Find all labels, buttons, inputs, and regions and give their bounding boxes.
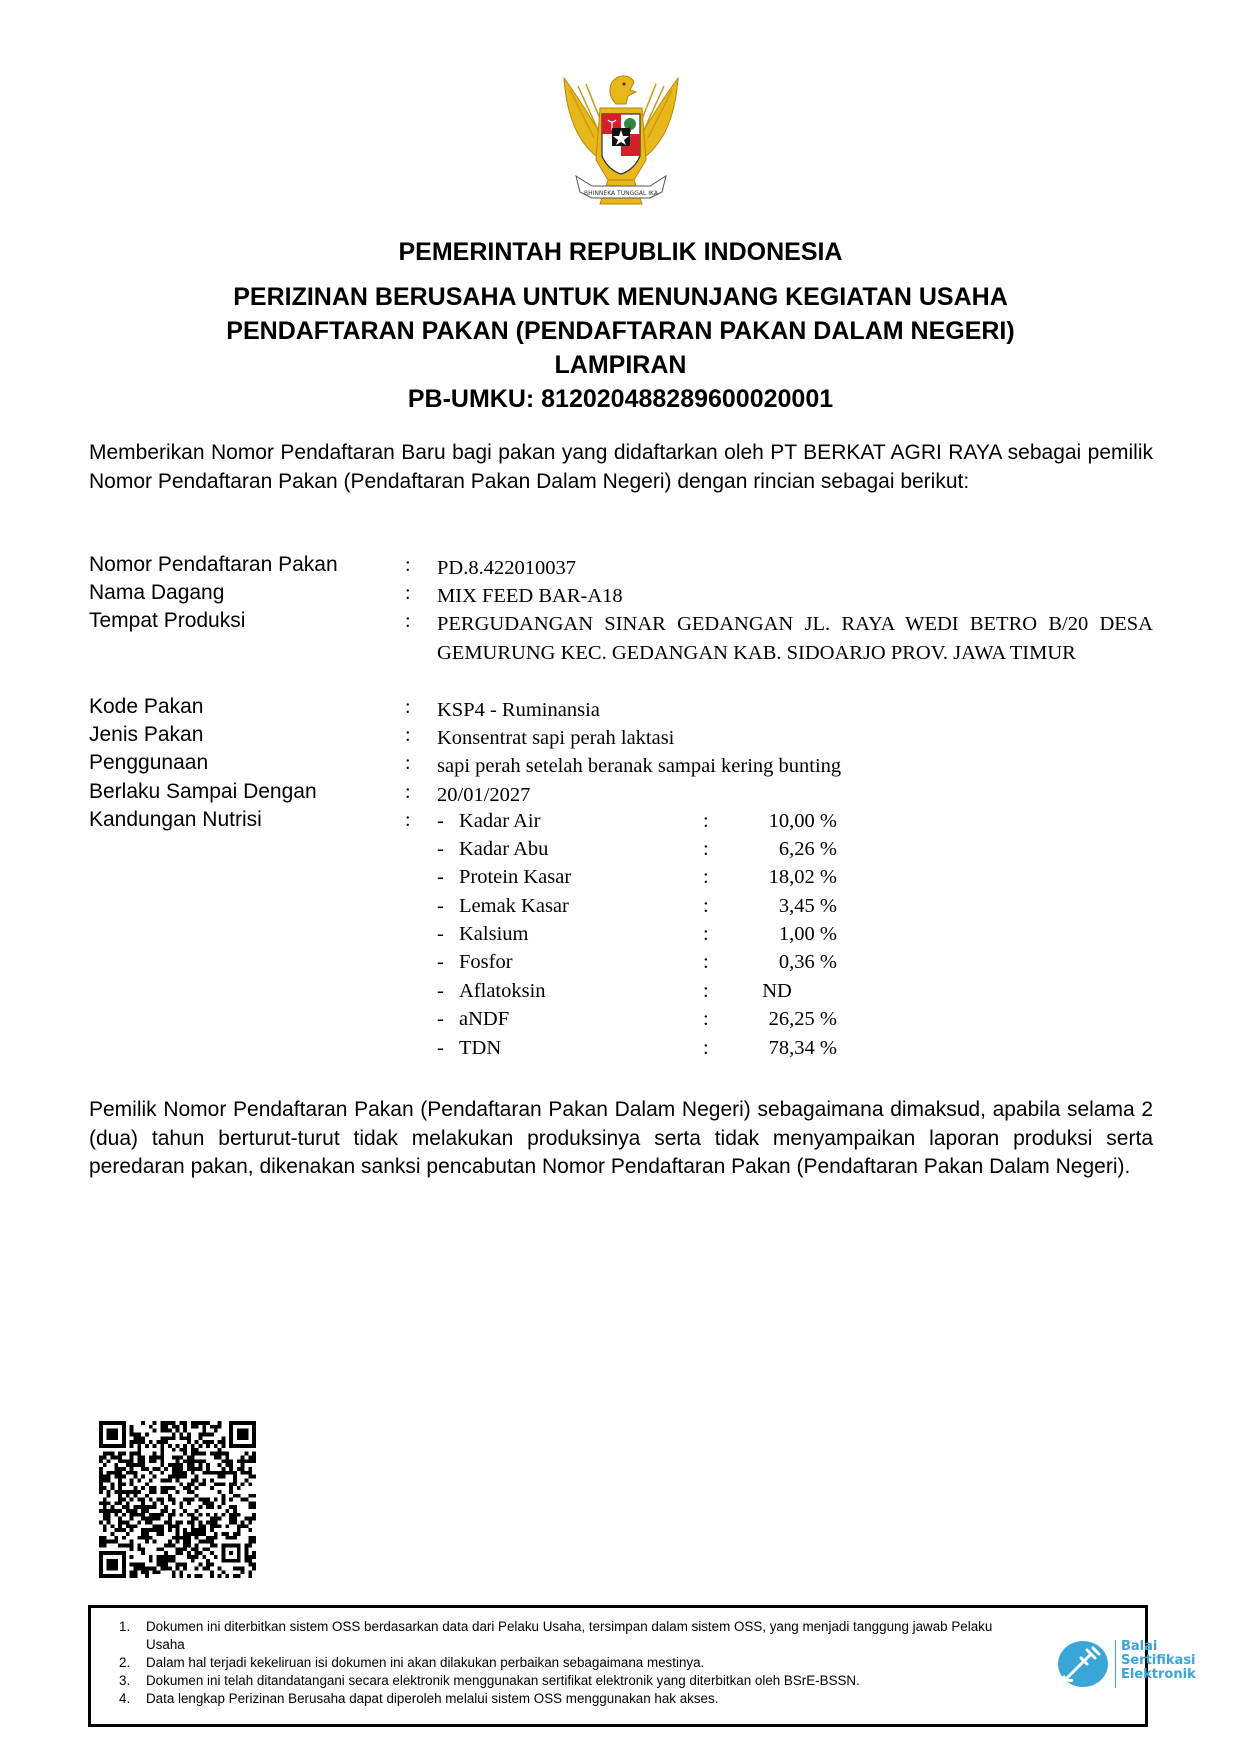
nutrient-row [437, 895, 837, 923]
detail-label: Kode Pakan [89, 695, 204, 718]
bsre-logo [1057, 1634, 1207, 1694]
nutrient-colon: : [703, 923, 709, 945]
nutrient-dash: - [437, 810, 444, 832]
nutrient-name: Kadar Air [459, 810, 541, 832]
nutrient-row [437, 951, 837, 979]
detail-colon: : [405, 610, 411, 632]
detail-label: Jenis Pakan [89, 723, 204, 746]
nutrient-value: 18,02 % [768, 866, 837, 888]
nutrient-dash: - [437, 980, 444, 1002]
detail-value: KSP4 - Ruminansia [437, 699, 600, 721]
nutrient-row [437, 1008, 837, 1036]
nutrient-name: TDN [459, 1037, 502, 1059]
nutrient-row [437, 810, 837, 838]
nutrient-dash: - [437, 951, 444, 973]
detail-label: Tempat Produksi [89, 609, 246, 632]
pb-umku-number: PB-UMKU: 812020488289600020001 [407, 385, 834, 413]
nutrient-name: Kadar Abu [459, 838, 549, 860]
detail-colon: : [405, 582, 411, 604]
nutrient-name: Lemak Kasar [459, 895, 569, 917]
detail-value: PD.8.422010037 [437, 557, 576, 579]
detail-value: PERGUDANGAN SINAR GEDANGAN JL. RAYA WEDI BETRO B/20 DESA GEMURUNG KEC. GEDANGAN KAB. SIDOARJO PROV. JAWA TIMUR [437, 613, 1153, 664]
nutrient-value: 78,34 % [768, 1037, 837, 1059]
nutrient-row [437, 980, 837, 1008]
detail-label: Nama Dagang [89, 581, 225, 604]
document-title-line1: PERIZINAN BERUSAHA UNTUK MENUNJANG KEGIATAN USAHA [233, 283, 1008, 311]
document-title-line3: LAMPIRAN [554, 351, 687, 379]
footer-note: 2. Dalam hal terjadi kekeliruan isi dokumen ini akan dilakukan perbaikan sebagaimana mestinya. [119, 1655, 705, 1670]
nutrient-colon: : [703, 951, 709, 973]
nutrient-row [437, 1037, 837, 1065]
nutrient-row [437, 923, 837, 951]
detail-label: Nomor Pendaftaran Pakan [89, 553, 338, 576]
closing-paragraph: Pemilik Nomor Pendaftaran Pakan (Pendaftaran Pakan Dalam Negeri) sebagaimana dimaksud, apabila selama 2 (dua) tahun berturut-turut tidak melakukan produksinya serta tidak menyampaikan laporan produksi serta peredaran pakan, dikenakan sanksi pencabutan Nomor Pendaftaran Pakan (Pendaftaran Pakan Dalam Negeri). [89, 1098, 1153, 1178]
nutrient-dash: - [437, 866, 444, 888]
nutrient-value: ND [762, 980, 792, 1002]
nutrient-value: 1,00 % [778, 923, 837, 945]
nutrient-name: Protein Kasar [459, 866, 572, 888]
detail-colon: : [405, 724, 411, 746]
nutrient-value: 6,26 % [778, 838, 837, 860]
nutrient-value: 26,25 % [768, 1008, 837, 1030]
nutrient-name: Kalsium [459, 923, 529, 945]
qr-code-icon [99, 1421, 256, 1578]
detail-label: Berlaku Sampai Dengan [89, 780, 317, 803]
nutrient-colon: : [703, 1037, 709, 1059]
nutrient-dash: - [437, 1037, 444, 1059]
nutrient-colon: : [703, 895, 709, 917]
detail-colon: : [405, 752, 411, 774]
detail-label: Penggunaan [89, 751, 209, 774]
logo-separator [1115, 1640, 1116, 1688]
nutrient-colon: : [703, 1008, 709, 1030]
detail-colon: : [405, 781, 411, 803]
footer-notes-box [88, 1605, 1196, 1727]
nutrient-value: 10,00 % [768, 810, 837, 832]
svg-text:BHINNEKA TUNGGAL IKA: BHINNEKA TUNGGAL IKA [584, 190, 658, 197]
nutrient-dash: - [437, 895, 444, 917]
detail-colon: : [405, 554, 411, 576]
footer-note: 4. Data lengkap Perizinan Berusaha dapat diperoleh melalui sistem OSS menggunakan hak akses. [119, 1691, 719, 1706]
detail-value: Konsentrat sapi perah laktasi [437, 727, 675, 749]
government-title: PEMERINTAH REPUBLIK INDONESIA [398, 238, 843, 266]
nutrient-row [437, 866, 837, 894]
nutrient-colon: : [703, 980, 709, 1002]
detail-value: 20/01/2027 [437, 784, 531, 806]
garuda-emblem-icon [556, 68, 686, 213]
nutrient-name: aNDF [459, 1008, 510, 1030]
document-title-line2: PENDAFTARAN PAKAN (PENDAFTARAN PAKAN DALAM NEGERI) [226, 317, 1015, 345]
detail-value: MIX FEED BAR-A18 [437, 585, 623, 607]
nutrient-dash: - [437, 1008, 444, 1030]
bsre-logo-text: Balai Sertifikasi Elektronik [1121, 1639, 1196, 1682]
nutrient-row [437, 838, 837, 866]
footer-note: 1. Dokumen ini diterbitkan sistem OSS berdasarkan data dari Pelaku Usaha, tersimpan dalam sistem OSS, yang menjadi tanggung jawab Pelaku Usaha [119, 1619, 993, 1652]
footer-note: 3. Dokumen ini telah ditandatangani secara elektronik menggunakan sertifikat elektronik yang diterbitkan oleh BSrE-BSSN. [119, 1673, 860, 1688]
detail-colon: : [405, 696, 411, 718]
key-icon [1057, 1640, 1109, 1688]
nutrient-colon: : [703, 810, 709, 832]
nutrient-name: Aflatoksin [459, 980, 546, 1002]
nutrient-colon: : [703, 838, 709, 860]
nutrient-name: Fosfor [459, 951, 513, 973]
nutrient-value: 3,45 % [778, 895, 837, 917]
nutrient-dash: - [437, 838, 444, 860]
nutrient-dash: - [437, 923, 444, 945]
nutrient-colon: : [703, 866, 709, 888]
detail-colon: : [405, 809, 411, 831]
intro-paragraph: Memberikan Nomor Pendaftaran Baru bagi pakan yang didaftarkan oleh PT BERKAT AGRI RAYA sebagai pemilik Nomor Pendaftaran Pakan (Pendaftaran Pakan Dalam Negeri) dengan rincian sebagai berikut: [89, 441, 1153, 493]
detail-label: Kandungan Nutrisi [89, 808, 262, 831]
detail-value: sapi perah setelah beranak sampai kering bunting [437, 755, 842, 777]
footer-notes-list [119, 1618, 1019, 1708]
nutrient-value: 0,36 % [778, 951, 837, 973]
